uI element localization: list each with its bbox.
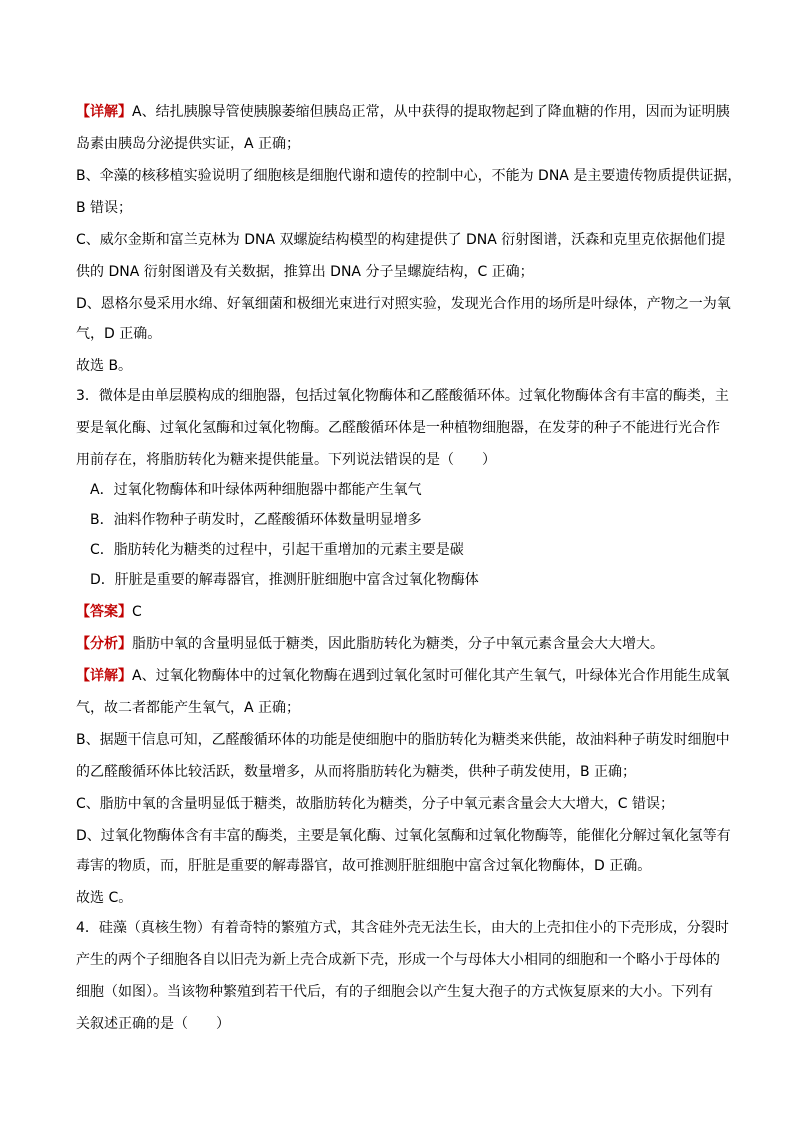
q3-detail-d-line2: 毒害的物质，而，肝脏是重要的解毒器官，故可推测肝脏细胞中富含过氧化物酶体，D 正确。 — [76, 858, 652, 874]
q2-detail-b-line2: B 错误； — [76, 200, 133, 216]
q4-stem-line4: 关叙述正确的是（ ） — [76, 1016, 230, 1032]
q3-conclusion: 故选 C。 — [76, 890, 133, 906]
q3-option-a: A．过氧化物酶体和叶绿体两种细胞器中都能产生氧气 — [90, 482, 422, 498]
q3-detail-b-line1: B、据题干信息可知，乙醛酸循环体的功能是使细胞中的脂肪转化为糖类来供能，故油料种子萌发时细胞中 — [76, 732, 730, 748]
q3-detail-b-line2: 的乙醛酸循环体比较活跃，数量增多，从而将脂肪转化为糖类，供种子萌发使用，B 正确； — [76, 764, 637, 780]
q2-detail-d-line1: D、恩格尔曼采用水绵、好氧细菌和极细光束进行对照实验，发现光合作用的场所是叶绿体，产物之一为氧 — [76, 296, 731, 312]
q2-detail-a-line1: 【详解】A、结扎胰腺导管使胰腺萎缩但胰岛正常，从中获得的提取物起到了降血糖的作用，因而为证明胰 — [76, 104, 730, 120]
q3-stem-line1: 3．微体是由单层膜构成的细胞器，包括过氧化物酶体和乙醛酸循环体。过氧化物酶体含有丰富的酶类，主 — [76, 388, 729, 404]
q3-stem-line3: 用前存在，将脂肪转化为糖来提供能量。下列说法错误的是（ ） — [76, 452, 496, 468]
q3-analysis: 【分析】脂肪中氧的含量明显低于糖类，因此脂肪转化为糖类，分子中氧元素含量会大大增大。 — [76, 636, 664, 652]
answer-tag: 【答案】 — [76, 604, 132, 620]
q3-detail-a-line1: 【详解】A、过氧化物酶体中的过氧化物酶在遇到过氧化氢时可催化其产生氧气，叶绿体光合作用能生成氧 — [76, 668, 730, 684]
q2-detail-d-line2: 气，D 正确。 — [76, 326, 162, 342]
q3-option-d: D．肝脏是重要的解毒器官，推测肝脏细胞中富含过氧化物酶体 — [90, 572, 479, 588]
detail-tag: 【详解】 — [76, 104, 132, 120]
q2-detail-a-line2: 岛素由胰岛分泌提供实证，A 正确； — [76, 136, 301, 152]
detail-tag: 【详解】 — [76, 668, 132, 684]
q2-detail-c-line1: C、威尔金斯和富兰克林为 DNA 双螺旋结构模型的构建提供了 DNA 衍射图谱，沃森和克里克依据他们提 — [76, 232, 726, 248]
q4-stem-line2: 产生的两个子细胞各自以旧壳为新上壳合成新下壳，形成一个与母体大小相同的细胞和一个略小于母体的 — [76, 952, 720, 968]
q2-detail-b-line1: B、伞藻的核移植实验说明了细胞核是细胞代谢和遗传的控制中心，不能为 DNA 是主要遗传物质提供证据， — [76, 168, 742, 184]
q4-stem-line3: 细胞（如图）。当该物种繁殖到若干代后，有的子细胞会以产生复大孢子的方式恢复原来的大小。下列有 — [76, 984, 713, 1000]
q2-detail-c-line2: 供的 DNA 衍射图谱及有关数据，推算出 DNA 分子呈螺旋结构，C 正确； — [76, 264, 534, 280]
q3-detail-d-line1: D、过氧化物酶体含有丰富的酶类，主要是氧化酶、过氧化氢酶和过氧化物酶等，能催化分解过氧化氢等有 — [76, 828, 731, 844]
q3-detail-c: C、脂肪中氧的含量明显低于糖类，故脂肪转化为糖类，分子中氧元素含量会大大增大，C 错误； — [76, 796, 674, 812]
q3-detail-a-line2: 气，故二者都能产生氧气，A 正确； — [76, 700, 301, 716]
q3-option-c: C．脂肪转化为糖类的过程中，引起干重增加的元素主要是碳 — [90, 542, 464, 558]
q2-conclusion: 故选 B。 — [76, 358, 133, 374]
q3-stem-line2: 要是氧化酶、过氧化氢酶和过氧化物酶。乙醛酸循环体是一种植物细胞器，在发芽的种子不能进行光合作 — [76, 420, 720, 436]
q3-answer: 【答案】C — [76, 604, 142, 620]
q3-option-b: B．油料作物种子萌发时，乙醛酸循环体数量明显增多 — [90, 512, 422, 528]
q4-stem-line1: 4．硅藻（真核生物）有着奇特的繁殖方式，其含硅外壳无法生长，由大的上壳扣住小的下壳形成，分裂时 — [76, 920, 729, 936]
analysis-tag: 【分析】 — [76, 636, 132, 652]
